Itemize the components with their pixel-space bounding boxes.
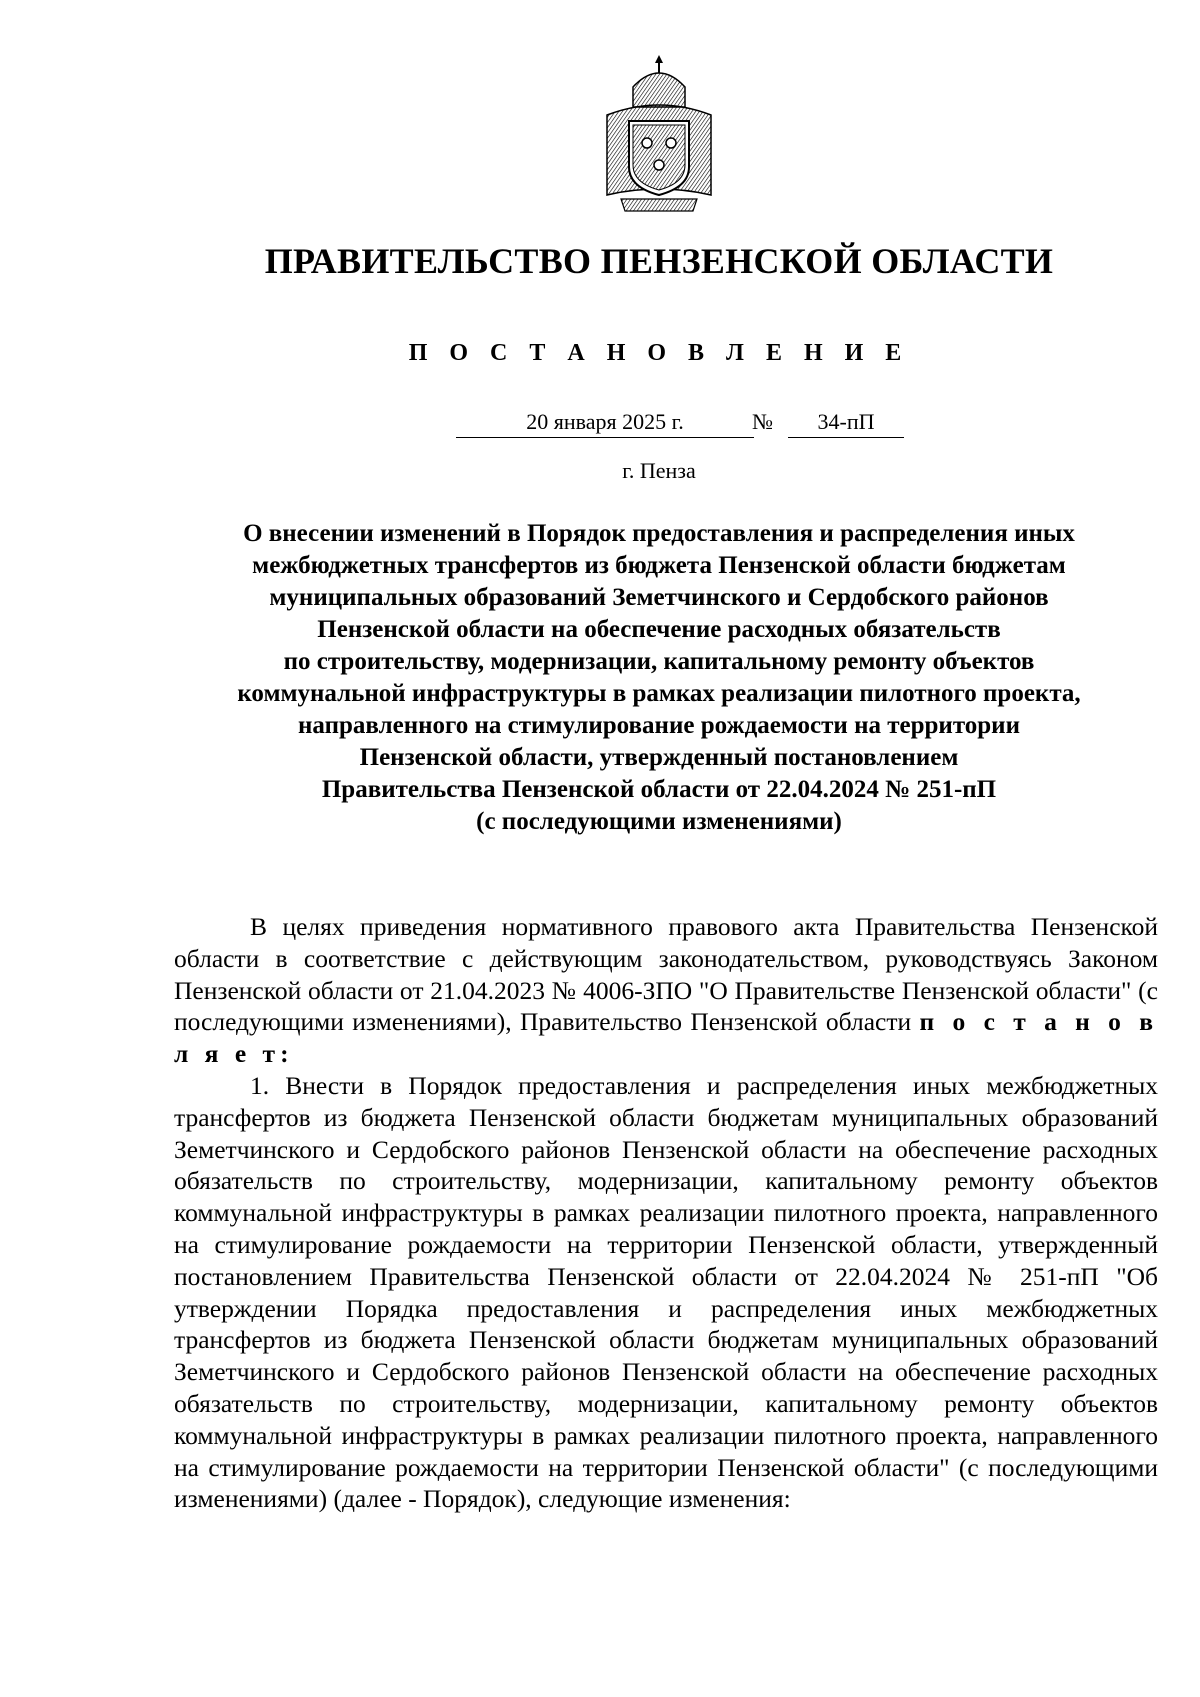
subject-line: по строительству, модернизации, капитальному ремонту объектов <box>283 648 1035 675</box>
organization-title: ПРАВИТЕЛЬСТВО ПЕНЗЕНСКОЙ ОБЛАСТИ <box>264 241 1054 281</box>
document-subject <box>170 518 1148 838</box>
number-sign: № <box>752 409 773 434</box>
subject-line: Правительства Пензенской области от 22.04.2024 № 251-пП <box>321 776 997 803</box>
document-number: 34-пП <box>788 407 904 438</box>
coat-of-arms-icon <box>603 55 715 213</box>
body-paragraph <box>174 911 1158 1070</box>
subject-line: муниципальных образований Земетчинского и Сердобского районов <box>269 584 1049 611</box>
subject-line: направленного на стимулирование рождаемости на территории <box>298 712 1020 739</box>
subject-line: Пензенской области, утвержденный постановлением <box>359 744 959 771</box>
document-date: 20 января 2025 г. <box>456 407 754 438</box>
subject-line: Пензенской области на обеспечение расходных обязательств <box>317 616 1001 643</box>
body-paragraph: 1. Внести в Порядок предоставления и распределения иных межбюджетных трансфертов из бюджета Пензенской области бюджетам муниципальных образований Земетчинского и Сердобского районов Пензенской области на обеспечение расходных обязательств по строительству, модернизации, капитальному ремонту объектов коммунальной инфраструктуры в рамках реализации пилотного проекта, направленного на стимулирование рождаемости на территории Пензенской области, утвержденный постановлением Правительства Пензенской области от 22.04.2024 № 251-пП "Об утверждении Порядка предоставления и распределения иных межбюджетных трансфертов из бюджета Пензенской области бюджетам муниципальных образований Земетчинского и Сердобского районов Пензенской области на обеспечение расходных обязательств по строительству, модернизации, капитальному ремонту объектов коммунальной инфраструктуры в рамках реализации пилотного проекта, направленного на стимулирование рождаемости на территории Пензенской области" (с последующими изменениями) (далее - Порядок), следующие изменения: <box>174 1070 1158 1514</box>
subject-line: межбюджетных трансфертов из бюджета Пензенской области бюджетам <box>252 552 1066 579</box>
subject-line: коммунальной инфраструктуры в рамках реализации пилотного проекта, <box>237 680 1081 707</box>
document-city: г. Пенза <box>622 458 696 483</box>
document-body <box>174 911 1158 1515</box>
resolution-keyword: п о с т а н о в л я е т: <box>174 1007 1159 1069</box>
document-type: П О С Т А Н О В Л Е Н И Е <box>408 340 910 366</box>
paragraph-1-text: В целях приведения нормативного правового акта Правительства Пензенской области в соответствие с действующим законодательством, руководствуясь Законом Пензенской области от 21.04.2023 № 4006-ЗПО "О Правительстве Пензенской области" (с последующими изменениями), Правительство Пензенской области <box>174 912 1158 1037</box>
subject-line: (с последующими изменениями) <box>476 808 842 835</box>
subject-line: О внесении изменений в Порядок предоставления и распределения иных <box>243 520 1075 547</box>
